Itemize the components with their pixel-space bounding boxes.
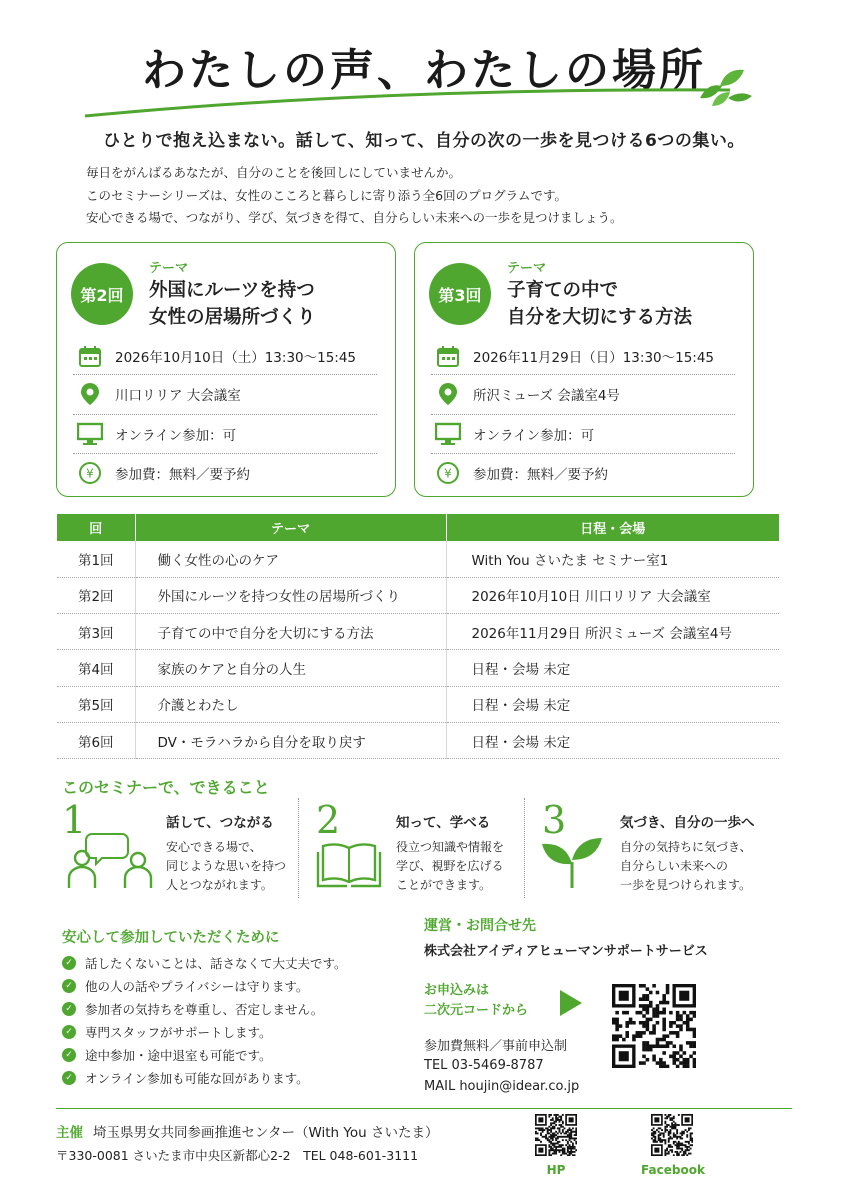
- calendar-icon: [75, 344, 105, 368]
- map-pin-icon: [433, 382, 463, 406]
- table-row: [57, 577, 779, 613]
- list-item: [62, 977, 308, 995]
- map-pin-icon: [75, 382, 105, 406]
- benefit-title: 知って、学べる: [396, 815, 491, 831]
- session-online: [73, 414, 377, 452]
- session-title: [149, 277, 316, 331]
- session-theme: 子育ての中で自分を大切にする方法: [135, 614, 446, 650]
- table-row: [57, 541, 779, 577]
- session-schedule: 日程・会場 未定: [446, 686, 779, 722]
- session-date-text: 2026年11月29日（日）13:30～15:45: [473, 350, 715, 366]
- session-schedule: 日程・会場 未定: [446, 650, 779, 686]
- people-icon: [66, 822, 156, 892]
- session-title-line: 外国にルーツを持つ: [149, 280, 315, 301]
- list-item: [62, 1000, 323, 1018]
- session-badge: 第3回: [429, 263, 491, 325]
- organizer-address: 〒330-0081 さいたま市中央区新都心2-2 TEL 048-601-3111: [56, 1148, 419, 1163]
- list-item-text: 参加者の気持ちを尊重し、否定しません。: [85, 1002, 324, 1017]
- session-card: [56, 242, 396, 497]
- contact-mail: MAIL houjin@idear.co.jp: [424, 1079, 580, 1094]
- divider: [524, 798, 525, 898]
- check-icon: ✓: [62, 1048, 76, 1062]
- session-fee: [431, 453, 735, 491]
- list-item: [62, 1046, 272, 1064]
- benefit-description: [396, 838, 504, 895]
- benefit-number: 2: [316, 798, 341, 842]
- session-schedule: 2026年11月29日 所沢ミューズ 会議室4号: [446, 614, 779, 650]
- svg-text:¥: ¥: [444, 466, 452, 480]
- contact-heading: 運営・お問合せ先: [424, 918, 536, 934]
- list-item: [62, 1023, 272, 1041]
- list-item-text: 途中参加・途中退室も可能です。: [85, 1048, 272, 1063]
- benefit-title: 話して、つながる: [166, 815, 274, 831]
- session-theme: 介護とわたし: [135, 686, 446, 722]
- book-icon: [316, 840, 382, 888]
- check-icon: ✓: [62, 956, 76, 970]
- session-fee-text: 参加費：無料／要予約: [115, 466, 250, 483]
- benefit-description-line: 学び、視野を広げる: [396, 859, 504, 873]
- column-header: テーマ: [135, 514, 446, 541]
- table-row: [57, 650, 779, 686]
- session-online-text: オンライン参加：可: [473, 427, 595, 444]
- session-online: [431, 414, 735, 452]
- list-item-text: オンライン参加も可能な回があります。: [85, 1071, 309, 1086]
- organizer: [56, 1121, 438, 1141]
- benefit-description: [166, 838, 286, 895]
- benefit-description-line: 自分らしい未来への: [620, 859, 729, 873]
- benefit-description-line: 一歩を見つけられます。: [620, 878, 752, 892]
- benefits-heading: このセミナーで、できること: [62, 778, 270, 797]
- fee-note: 参加費無料／事前申込制: [424, 1039, 568, 1054]
- qr-label-facebook: Facebook: [641, 1163, 705, 1177]
- company-name: 株式会社アイディアヒューマンサポートサービス: [424, 944, 708, 959]
- session-fee-text: 参加費：無料／要予約: [473, 466, 608, 483]
- apply-line: お申込みは: [424, 983, 490, 998]
- schedule-table: [57, 514, 779, 759]
- apply-line: 二次元コードから: [424, 1003, 529, 1018]
- check-icon: ✓: [62, 1071, 76, 1085]
- qr-code-icon[interactable]: [535, 1114, 577, 1156]
- calendar-icon: [433, 344, 463, 368]
- list-item: [62, 954, 347, 972]
- session-venue-text: 所沢ミューズ 会議室4号: [473, 387, 620, 404]
- session-theme: 家族のケアと自分の人生: [135, 650, 446, 686]
- intro-line: このセミナーシリーズは、女性のこころと暮らしに寄り添う全6回のプログラムです。: [86, 188, 567, 203]
- benefit-number: 1: [62, 798, 87, 842]
- check-icon: ✓: [62, 1025, 76, 1039]
- session-date: [431, 337, 735, 375]
- organizer-name: 埼玉県男女共同参画推進センター（With You さいたま）: [93, 1125, 439, 1141]
- monitor-icon: [75, 422, 105, 446]
- benefit-description-line: 安心できる場で、: [166, 840, 262, 854]
- table-row: [57, 686, 779, 722]
- divider: [298, 798, 299, 898]
- table-row: [57, 614, 779, 650]
- qr-label-hp: HP: [546, 1163, 566, 1177]
- list-item-text: 話したくないことは、話さなくて大丈夫です。: [85, 956, 347, 971]
- session-online-text: オンライン参加：可: [115, 427, 237, 444]
- session-title-line: 女性の居場所づくり: [149, 307, 316, 328]
- sprout-icon: [540, 834, 606, 890]
- yen-icon: [75, 461, 105, 485]
- benefit-description-line: 人とつながれます。: [166, 878, 273, 892]
- list-item-text: 他の人の話やプライバシーは守ります。: [85, 979, 309, 994]
- session-number: 第2回: [57, 577, 135, 613]
- list-item: [62, 1069, 309, 1087]
- benefit-description-line: 役立つ知識や情報を: [396, 840, 505, 854]
- session-schedule: 2026年10月10日 川口リリア 大会議室: [446, 577, 779, 613]
- qr-code-icon[interactable]: [612, 984, 696, 1068]
- yen-icon: [433, 461, 463, 485]
- session-title-line: 自分を大切にする方法: [507, 307, 693, 328]
- session-venue-text: 川口リリア 大会議室: [115, 387, 241, 404]
- session-number: 第1回: [57, 541, 135, 577]
- session-badge: 第2回: [71, 263, 133, 325]
- column-header: 回: [57, 514, 135, 541]
- session-theme: DV・モラハラから自分を取り戻す: [135, 722, 446, 758]
- session-venue: [73, 374, 377, 412]
- table-row: [57, 722, 779, 758]
- session-number: 第3回: [57, 614, 135, 650]
- session-number: 第5回: [57, 686, 135, 722]
- session-theme: 働く女性の心のケア: [135, 541, 446, 577]
- session-title-line: 子育ての中で: [507, 280, 619, 301]
- monitor-icon: [433, 422, 463, 446]
- theme-label: テーマ: [149, 261, 189, 276]
- page-title: わたしの声、わたしの場所: [142, 45, 706, 96]
- session-theme: 外国にルーツを持つ女性の居場所づくり: [135, 577, 446, 613]
- check-icon: ✓: [62, 979, 76, 993]
- benefit-title: 気づき、自分の一歩へ: [620, 815, 755, 831]
- list-item-text: 専門スタッフがサポートします。: [85, 1025, 272, 1040]
- session-date: [73, 337, 377, 375]
- benefit-description-line: ことができます。: [396, 878, 492, 892]
- theme-label: テーマ: [507, 261, 547, 276]
- session-date-text: 2026年10月10日（土）13:30～15:45: [115, 350, 357, 366]
- subtitle: ひとりで抱え込まない。話して、知って、自分の次の一歩を見つける6つの集い。: [103, 131, 745, 151]
- safety-heading: 安心して参加していただくために: [62, 930, 280, 946]
- apply-instructions: [424, 981, 528, 1021]
- session-venue: [431, 374, 735, 412]
- organizer-label: 主催: [56, 1125, 83, 1141]
- session-number: 第6回: [57, 722, 135, 758]
- benefit-number: 3: [542, 798, 567, 842]
- divider: [56, 1108, 792, 1109]
- column-header: 日程・会場: [446, 514, 779, 541]
- qr-code-icon[interactable]: [651, 1114, 693, 1156]
- intro-line: 毎日をがんばるあなたが、自分のことを後回しにしていませんか。: [86, 165, 462, 180]
- session-schedule: 日程・会場 未定: [446, 722, 779, 758]
- benefit-description-line: 同じような思いを持つ: [166, 859, 287, 873]
- check-icon: ✓: [62, 1002, 76, 1016]
- benefit-description-line: 自分の気持ちに気づき、: [620, 840, 752, 854]
- session-fee: [73, 453, 377, 491]
- contact-tel: TEL 03-5469-8787: [424, 1058, 544, 1073]
- benefit-description: [620, 838, 752, 895]
- play-arrow-icon: [558, 988, 584, 1018]
- table-header-row: [57, 514, 779, 541]
- session-schedule: With You さいたま セミナー室1: [446, 541, 779, 577]
- svg-text:¥: ¥: [86, 466, 94, 480]
- session-title: [507, 277, 692, 331]
- session-number: 第4回: [57, 650, 135, 686]
- intro-line: 安心できる場で、つながり、学び、気づきを得て、自分らしい未来への一歩を見つけましょう。: [86, 210, 623, 225]
- leaf-icon: [80, 68, 760, 128]
- session-card: [414, 242, 754, 497]
